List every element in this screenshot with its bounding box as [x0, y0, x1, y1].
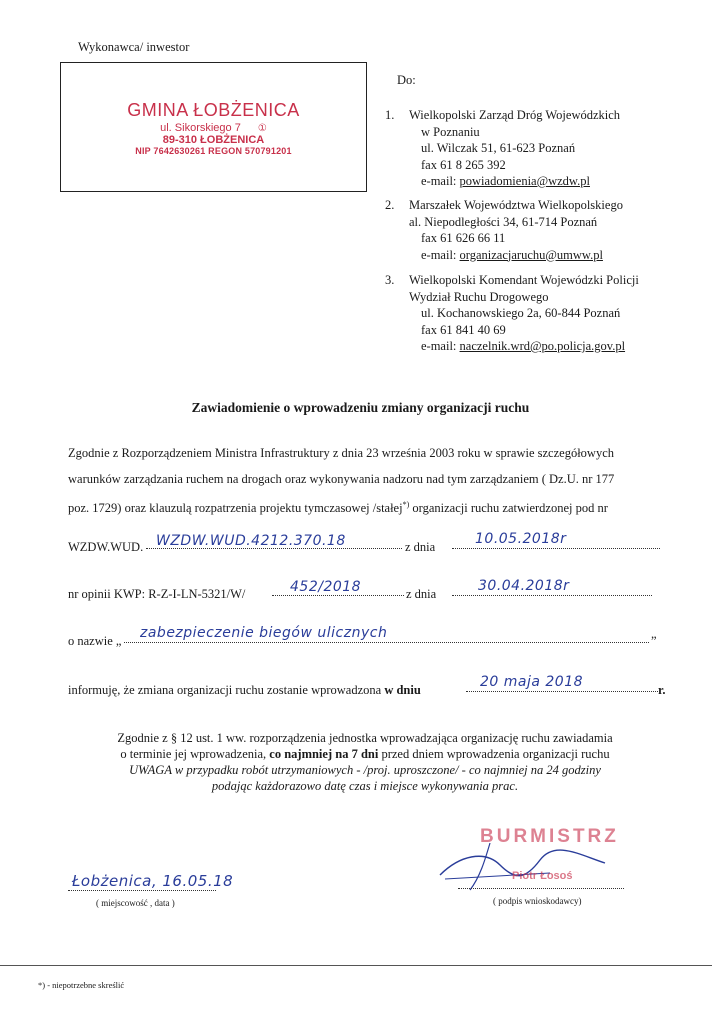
contractor-label: Wykonawca/ inwestor: [78, 40, 190, 54]
notice-line3-a: UWAGA: [129, 763, 172, 777]
notice-line2-bold: co najmniej na 7 dni: [269, 747, 379, 761]
notice-line2-b: przed dniem wprowadzenia organizacji ruchu: [378, 747, 610, 761]
inform-value: 20 maja 2018: [480, 674, 584, 690]
intro-paragraph: [68, 440, 708, 521]
wzdw-label: WZDW.WUD.: [68, 540, 144, 554]
wzdw-date-label: z dnia: [405, 540, 436, 554]
kwp-date-label: z dnia: [406, 587, 437, 601]
name-end-quote: ”: [651, 634, 657, 648]
kwp-date-value: 30.04.2018r: [478, 578, 570, 594]
recipients-to-label: Do:: [397, 73, 416, 87]
inform-text: informuję, że zmiana organizacji ruchu zostanie wprowadzona: [68, 683, 385, 697]
name-value: zabezpieczenie biegów ulicznych: [140, 625, 388, 641]
inform-end: r.: [658, 683, 666, 697]
recipient-2-email-label: e-mail:: [421, 247, 460, 262]
stamp-street: ul. Sikorskiego 7: [160, 122, 241, 134]
recipient-3: [385, 272, 705, 355]
stamp-mark: ①: [257, 123, 267, 134]
inform-row: [68, 683, 421, 698]
recipient-1-fax: fax 61 8 265 392: [421, 157, 506, 172]
intro-line1: Zgodnie z Rozporządzeniem Ministra Infrastruktury z dnia 23 września 2003 roku w sprawie szczegółowych: [68, 446, 615, 460]
mayor-name: Piotr Łosoś: [512, 870, 573, 882]
signature-icon: [430, 835, 610, 895]
mayor-stamp: BURMISTRZ: [480, 826, 619, 847]
recipient-2-number: 2.: [385, 198, 395, 212]
contractor-stamp-box: [60, 62, 367, 192]
wzdw-date-value: 10.05.2018r: [475, 531, 567, 547]
recipient-2-email[interactable]: organizacjaruchu@umww.pl: [459, 247, 603, 262]
recipient-3-line3: ul. Kochanowskiego 2a, 60-844 Poznań: [421, 306, 621, 320]
notice-line3-b: w przypadku robót utrzymaniowych - /proj. uproszczone/ - co najmniej na 24 godziny: [171, 763, 601, 777]
stamp-city: 89-310 ŁOBŻENICA: [162, 134, 265, 146]
document-title: Zawiadomienie o wprowadzeniu zmiany organizacji ruchu: [191, 400, 530, 415]
notice-line4: podając każdorazowo datę czas i miejsce wykonywania prac.: [211, 779, 519, 793]
footer-divider: [0, 965, 712, 966]
inform-bold: w dniu: [384, 683, 421, 697]
recipient-3-number: 3.: [385, 273, 395, 287]
recipient-2: [385, 197, 705, 263]
recipient-3-line1: Wielkopolski Komendant Wojewódzki Policji: [409, 273, 639, 287]
recipient-3-line2: Wydział Ruchu Drogowego: [409, 289, 549, 304]
signature-label: ( podpis wnioskodawcy): [493, 896, 582, 906]
intro-footnote-mark: *): [402, 500, 410, 509]
notice-line1: Zgodnie z § 12 ust. 1 ww. rozporządzenia jednostka wprowadzająca organizację ruchu zawiadamia: [117, 731, 613, 745]
place-date-label: ( miejscowość , data ): [96, 898, 175, 908]
place-date-value: Łobżenica, 16.05.18: [72, 872, 234, 890]
intro-line3-b: organizacji ruchu zatwierdzonej pod nr: [409, 501, 608, 516]
wzdw-field-row: [68, 540, 143, 555]
kwp-value: 452/2018: [290, 579, 362, 595]
recipient-1-number: 1.: [385, 108, 395, 122]
recipient-1: [385, 107, 705, 190]
stamp-ids: NIP 7642630261 REGON 570791201: [135, 146, 292, 156]
recipient-1-line1: Wielkopolski Zarząd Dróg Wojewódzkich: [409, 108, 621, 122]
recipient-1-email-label: e-mail:: [421, 174, 460, 188]
footnote: *) - niepotrzebne skreślić: [38, 980, 125, 990]
notice-paragraph: [40, 730, 690, 794]
wzdw-value: WZDW.WUD.4212.370.18: [156, 533, 346, 549]
intro-line2: warunków zarządzania ruchem na drogach oraz wykonywania nadzoru nad tym zarządzaniem ( Dz.U. nr 177: [68, 472, 615, 486]
recipient-3-email-label: e-mail:: [421, 339, 460, 353]
name-label: o nazwie „: [68, 634, 122, 648]
recipient-2-line2: al. Niepodległości 34, 61-714 Poznań: [409, 214, 598, 229]
stamp-name: GMINA ŁOBŻENICA: [127, 100, 300, 120]
recipient-2-fax: fax 61 626 66 11: [421, 231, 506, 245]
recipient-3-email[interactable]: naczelnik.wrd@po.policja.gov.pl: [459, 339, 626, 353]
stamp: [61, 100, 366, 156]
notice-line2-a: o terminie jej wprowadzenia,: [120, 747, 270, 761]
recipient-2-line1: Marszałek Województwa Wielkopolskiego: [409, 198, 623, 212]
kwp-label: nr opinii KWP: R-Z-I-LN-5321/W/: [68, 587, 246, 601]
intro-line3-a: poz. 1729) oraz klauzulą rozpatrzenia projektu tymczasowej /stałej: [68, 501, 403, 516]
recipient-1-email[interactable]: powiadomienia@wzdw.pl: [459, 174, 590, 188]
recipient-1-line3: ul. Wilczak 51, 61-623 Poznań: [421, 141, 576, 155]
recipient-1-line2: w Poznaniu: [421, 124, 480, 139]
recipient-3-fax: fax 61 841 40 69: [421, 322, 506, 337]
